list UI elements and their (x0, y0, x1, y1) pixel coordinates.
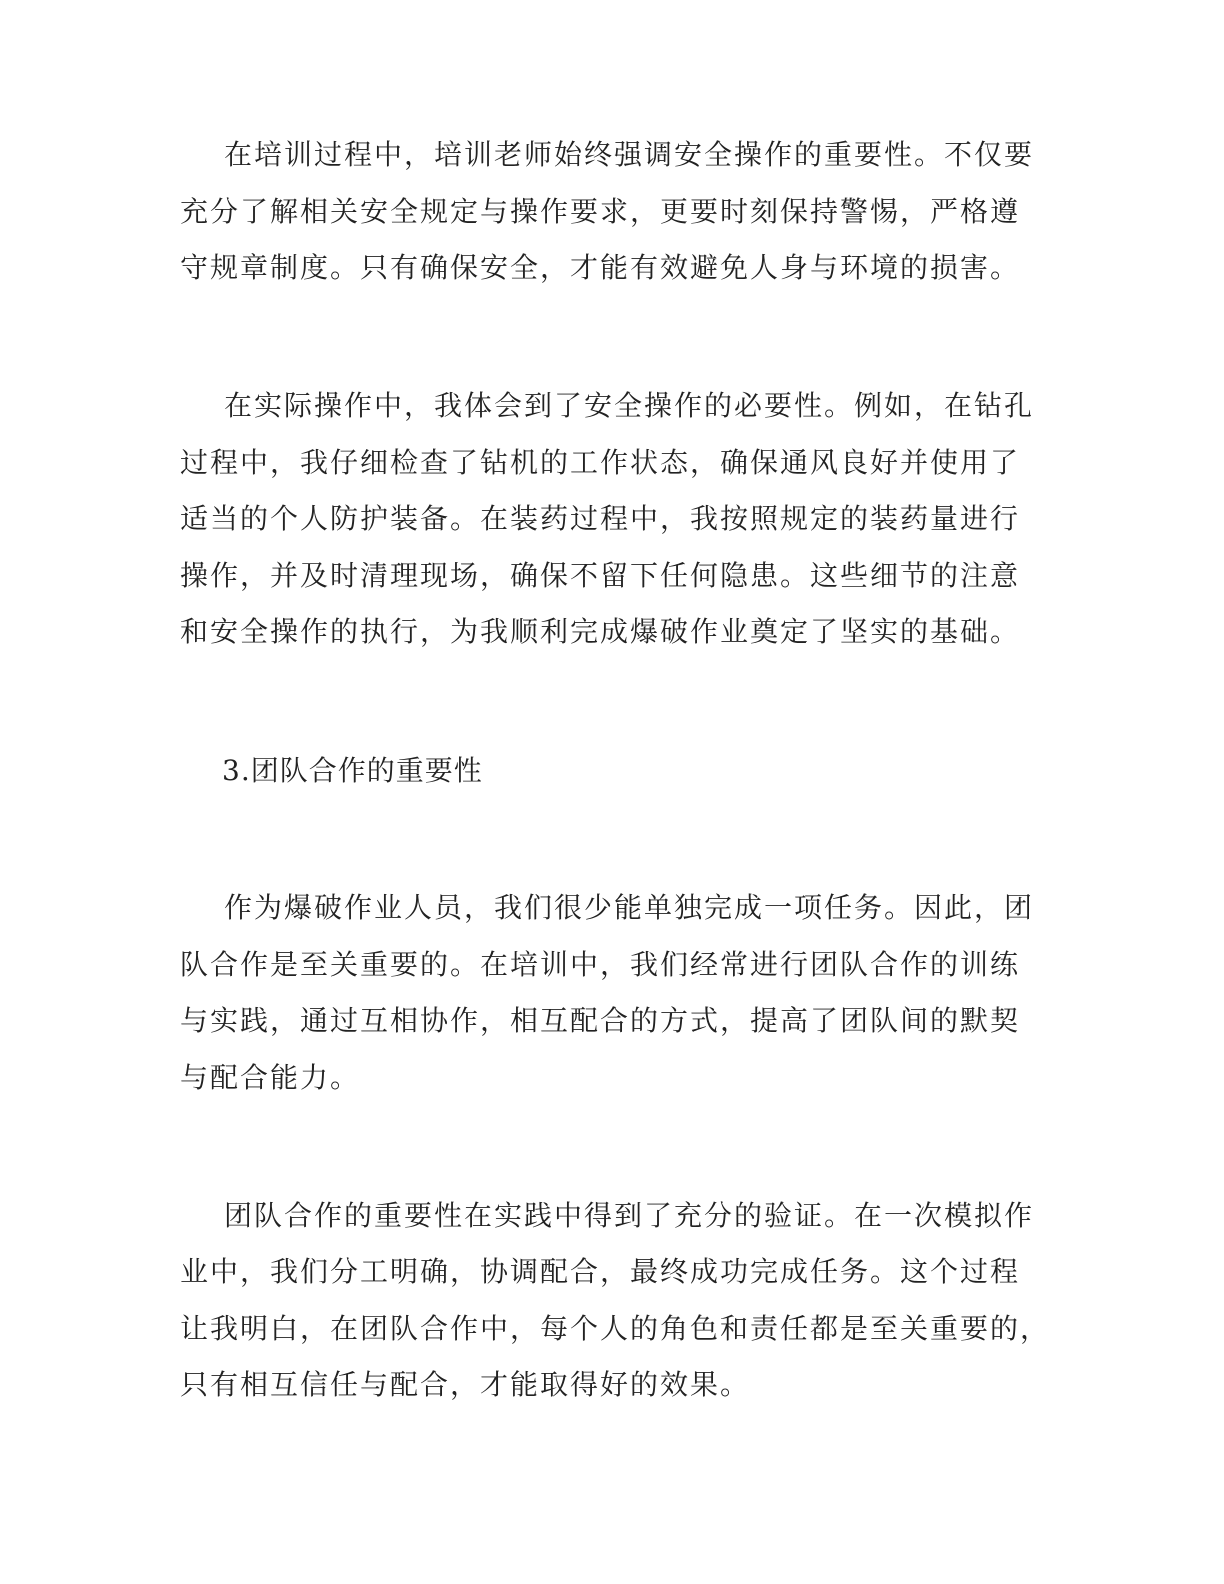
paragraph-4-line-1: 团队合作的重要性在实践中得到了充分的验证。在一次模拟作 (224, 1199, 1035, 1232)
paragraph-3-line-2: 队合作是至关重要的。在培训中，我们经常进行团队合作的训练 (180, 948, 1021, 981)
paragraph-2-line-4: 操作，并及时清理现场，确保不留下任何隐患。这些细节的注意 (180, 559, 1021, 592)
paragraph-1-line-1: 在培训过程中，培训老师始终强调安全操作的重要性。不仅要 (224, 138, 1035, 171)
paragraph-4-line-3: 让我明白，在团队合作中，每个人的角色和责任都是至关重要的， (180, 1312, 1051, 1345)
paragraph-4-line-4: 只有相互信任与配合，才能取得好的效果。 (180, 1368, 751, 1401)
paragraph-1-line-3: 守规章制度。只有确保安全，才能有效避免人身与环境的损害。 (180, 251, 1021, 284)
paragraph-3-line-3: 与实践，通过互相协作，相互配合的方式，提高了团队间的默契 (180, 1004, 1021, 1037)
paragraph-2-line-1: 在实际操作中，我体会到了安全操作的必要性。例如，在钻孔 (224, 389, 1035, 422)
paragraph-4-line-2: 业中，我们分工明确，协调配合，最终成功完成任务。这个过程 (180, 1255, 1021, 1288)
paragraph-3-line-1: 作为爆破作业人员，我们很少能单独完成一项任务。因此，团 (224, 891, 1035, 924)
paragraph-2-line-3: 适当的个人防护装备。在装药过程中，我按照规定的装药量进行 (180, 502, 1021, 535)
paragraph-2-line-5: 和安全操作的执行，为我顺利完成爆破作业奠定了坚实的基础。 (180, 615, 1021, 648)
paragraph-1-line-2: 充分了解相关安全规定与操作要求，更要时刻保持警惕，严格遵 (180, 195, 1021, 228)
paragraph-3-line-4: 与配合能力。 (180, 1061, 361, 1094)
paragraph-2-line-2: 过程中，我仔细检查了钻机的工作状态，确保通风良好并使用了 (180, 446, 1021, 479)
section-heading: 3.团队合作的重要性 (222, 754, 483, 787)
